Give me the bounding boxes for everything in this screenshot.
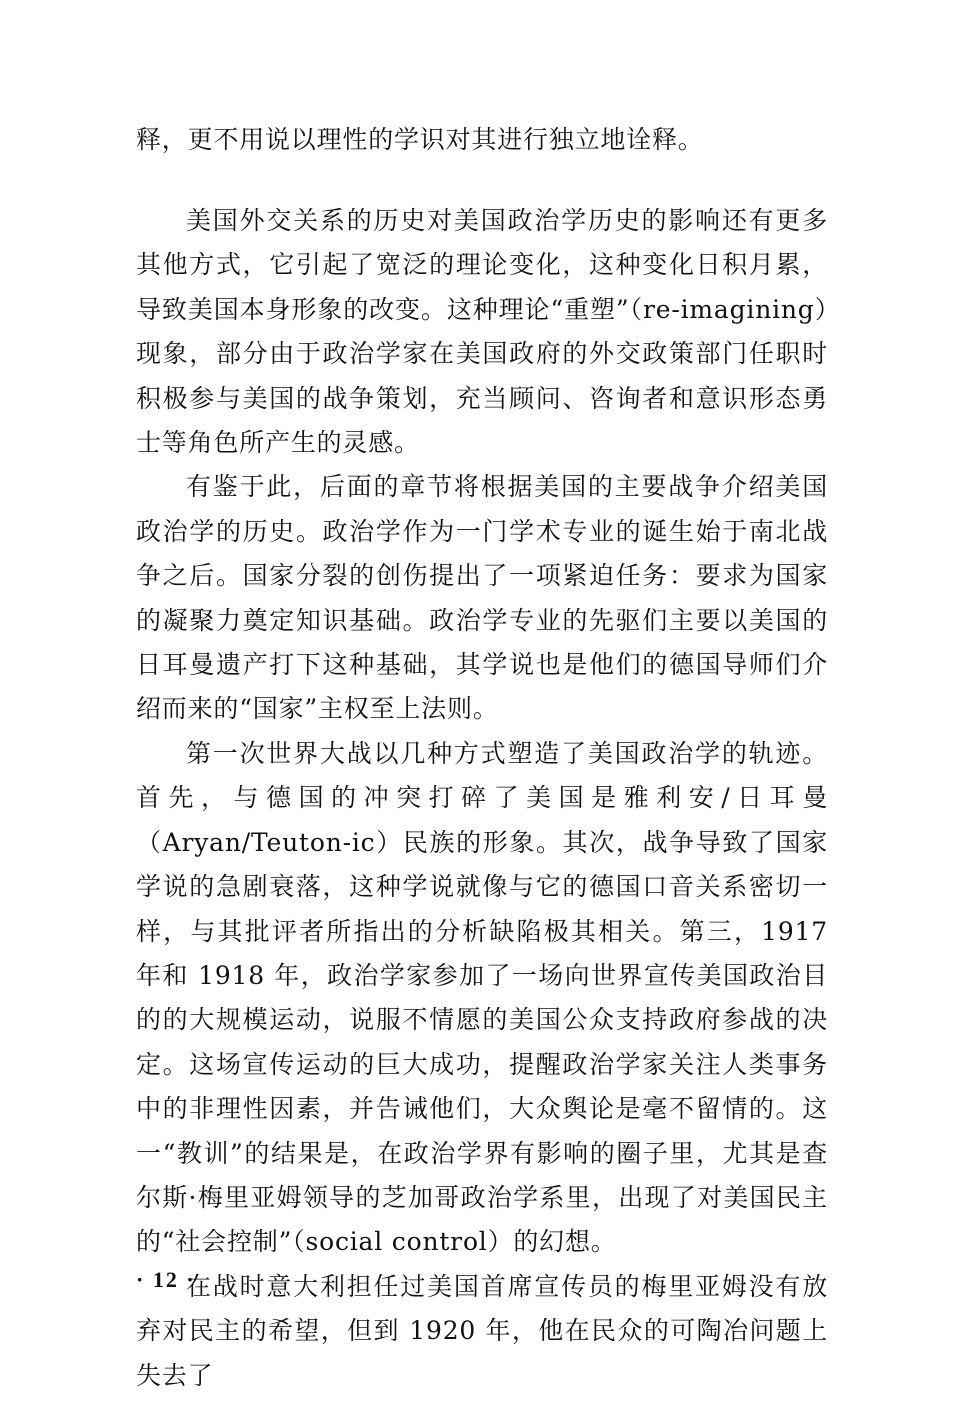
paragraph-foreign-relations: 美国外交关系的历史对美国政治学历史的影响还有更多其他方式，它引起了宽泛的理论变化，这种变化日积月累，导致美国本身形象的改变。这种理论“重塑”（re-imagining）现象，部分由于政治学家在美国政府的外交政策部门任职时积极参与美国的战争策划，充当顾问、咨询者和意识形态勇士等角色所产生的灵感。 (136, 206, 828, 458)
paragraph-world-war-one: 第一次世界大战以几种方式塑造了美国政治学的轨迹。首先，与德国的冲突打碎了美国是雅利安/日耳曼（Aryan/Teuton-ic）民族的形象。其次，战争导致了国家学说的急剧衰落，这种学说就像与它的德国口音关系密切一样，与其批评者所指出的分析缺陷极其相关。第三，1917 年和 1918 年，政治学家参加了一场向世界宣传美国政治目的的大规模运动，说服不情愿的美国公众支持政府参战的决定。这场宣传运动的巨大成功，提醒政治学家关注人类事务中的非理性因素，并告诫他们，大众舆论是毫不留情的。这一“教训”的结果是，在政治学界有影响的圈子里，尤其是查尔斯·梅里亚姆领导的芝加哥政治学系里，出现了对美国民主的“社会控制”（social control）的幻想。 (136, 738, 828, 1257)
carryover-paragraph-block (136, 118, 828, 162)
page-number: · 12 · (136, 1267, 196, 1292)
paragraph-carryover: 释，更不用说以理性的学识对其进行独立地诠释。 (136, 125, 704, 154)
paragraph-civil-war: 有鉴于此，后面的章节将根据美国的主要战争介绍美国政治学的历史。政治学作为一门学术专业的诞生始于南北战争之后。国家分裂的创伤提出了一项紧迫任务：要求为国家的凝聚力奠定知识基础。政治学专业的先驱们主要以美国的日耳曼遗产打下这种基础，其学说也是他们的德国导师们介绍而来的“国家”主权至上法则。 (136, 472, 828, 724)
paragraph-merriam: 在战时意大利担任过美国首席宣传员的梅里亚姆没有放弃对民主的希望，但到 1920 年，他在民众的可陶冶问题上失去了 (136, 1271, 828, 1390)
body-text (136, 199, 828, 1398)
